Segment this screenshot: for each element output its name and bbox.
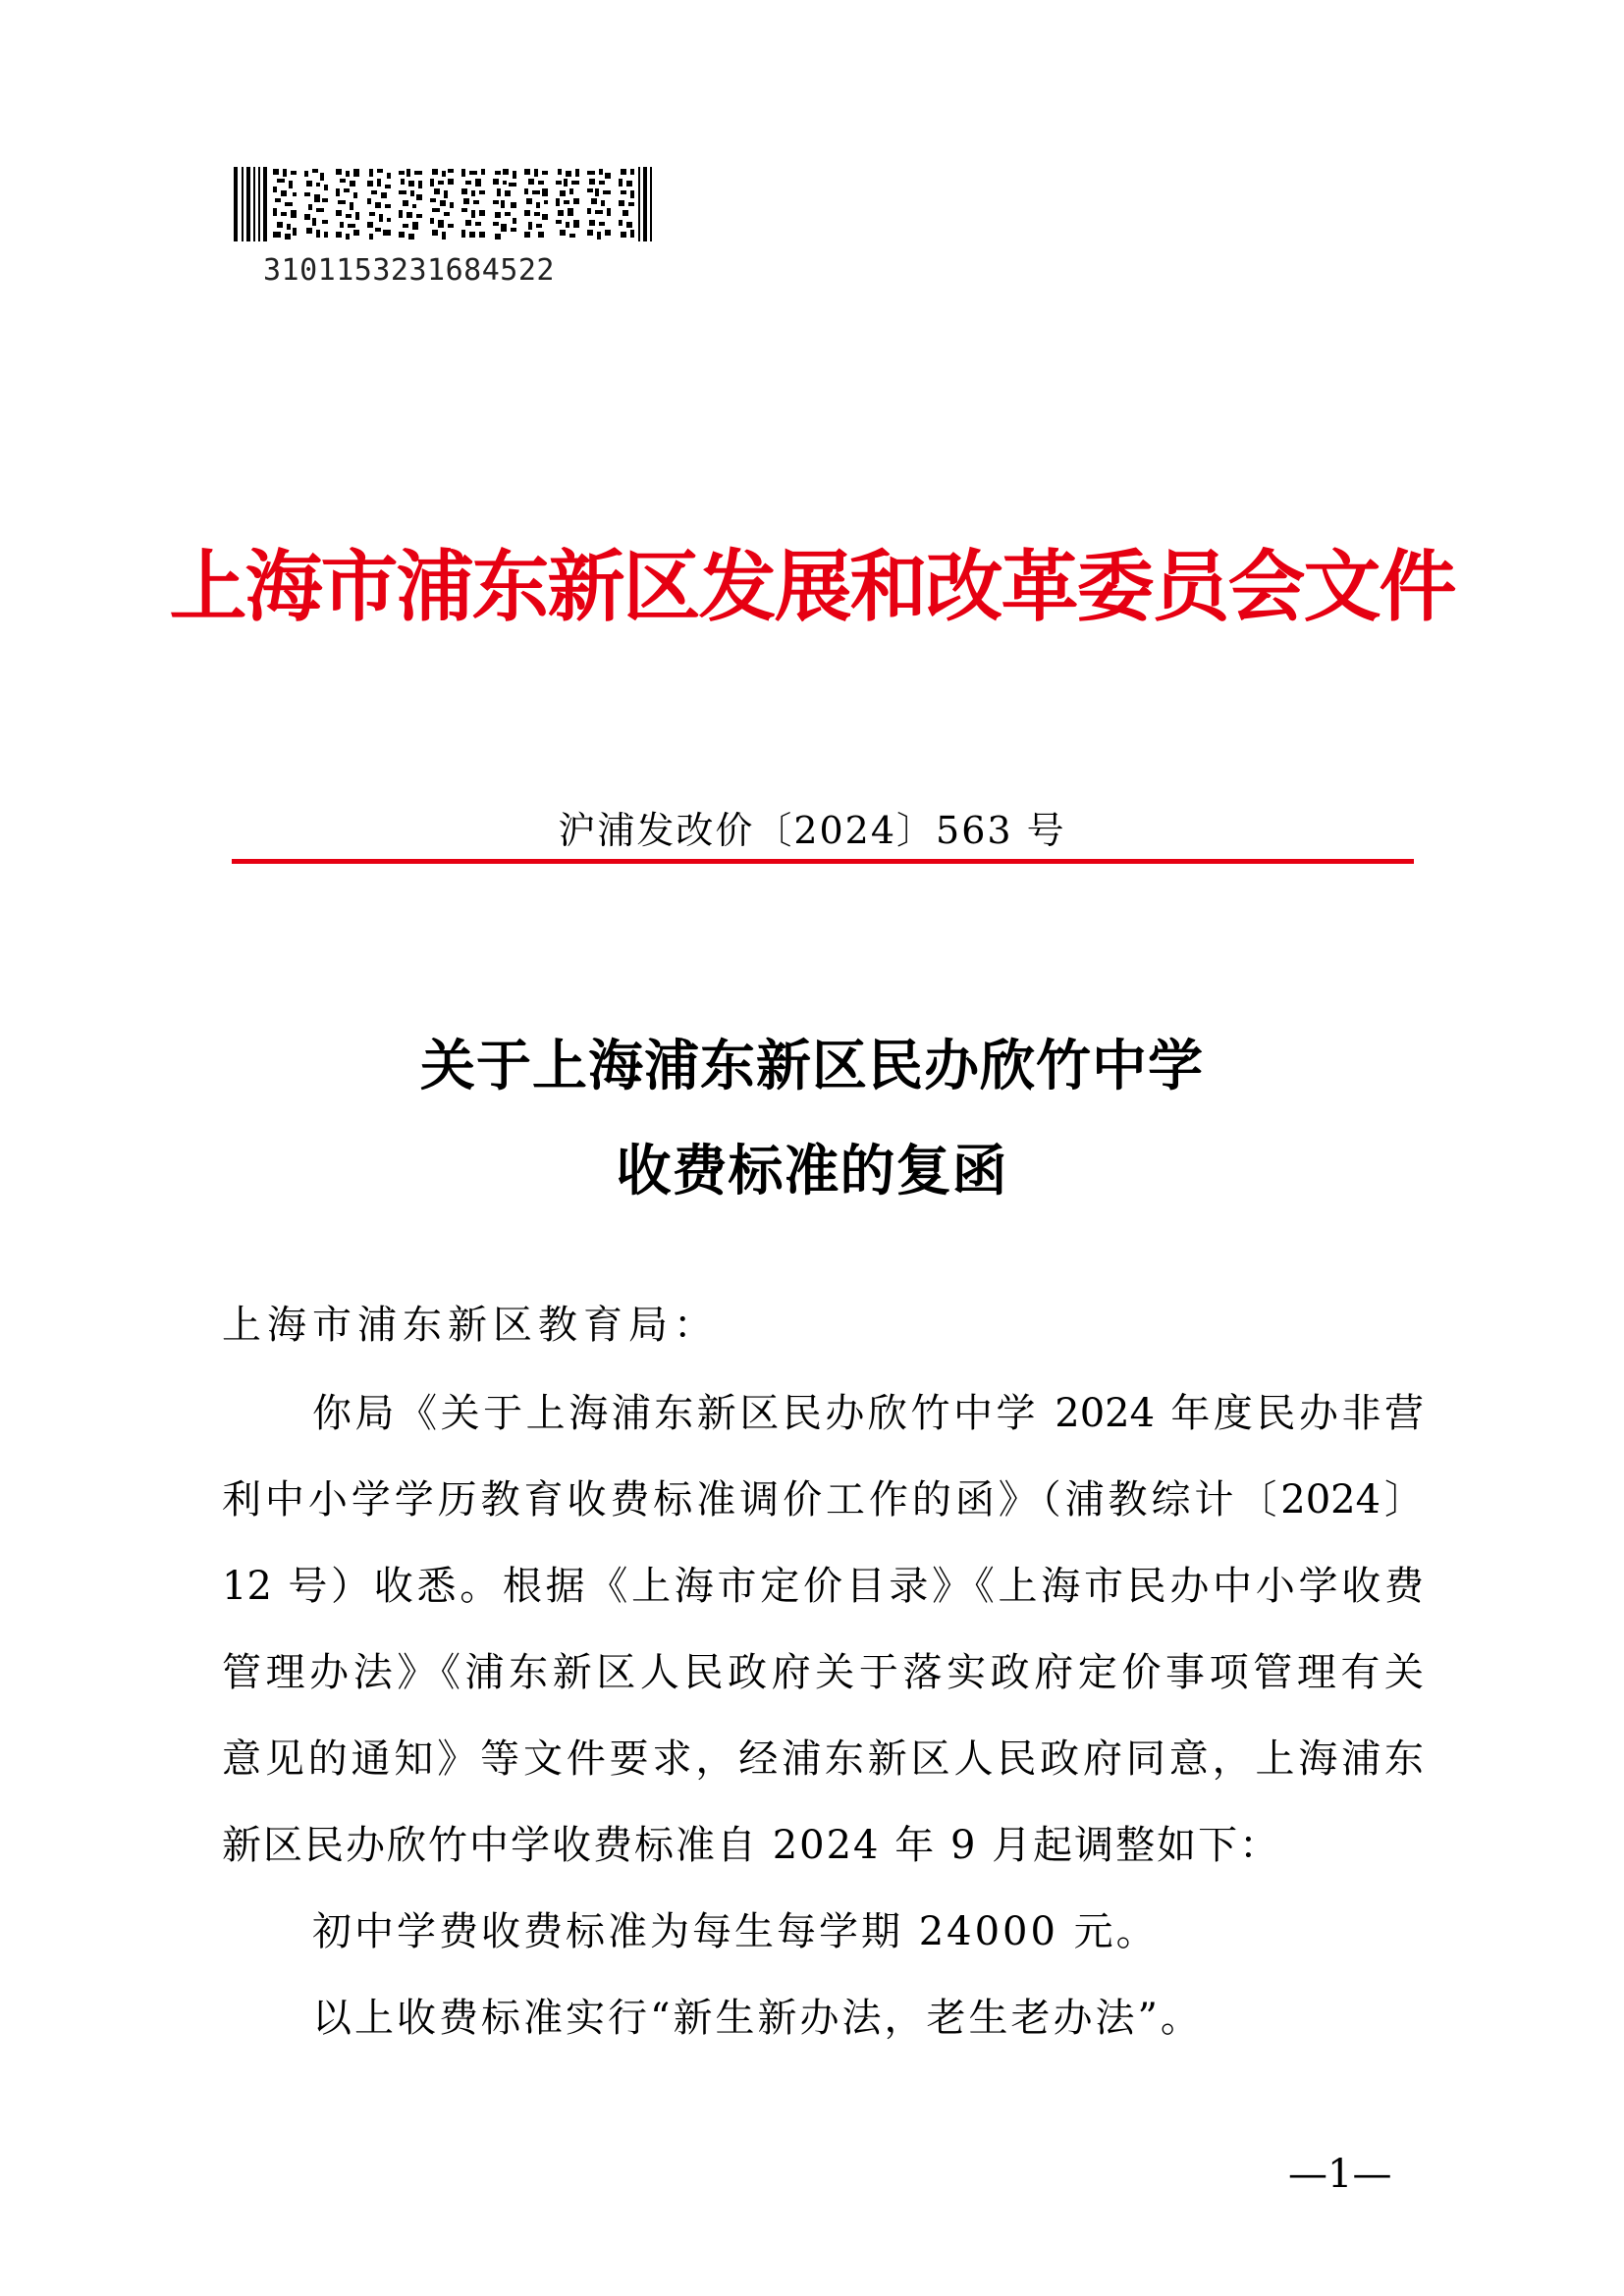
paragraph-line: 管理办法》《浦东新区人民政府关于落实政府定价事项管理有关 — [222, 1650, 1424, 1695]
document-title-line-2: 收费标准的复函 — [616, 1139, 1008, 1203]
barcode-graphic — [234, 167, 652, 241]
document-number: 沪浦发改价〔2024〕563 号 — [558, 809, 1066, 852]
paragraph-line: 你局《关于上海浦东新区民办欣竹中学 2024 年度民办非营 — [312, 1391, 1424, 1436]
paragraph-line: 利中小学学历教育收费标准调价工作的函》（浦教综计〔2024〕 — [222, 1477, 1424, 1522]
paragraph-line: 新区民办欣竹中学收费标准自 2024 年 9 月起调整如下： — [222, 1823, 1281, 1868]
barcode-number: 3101153231684522 — [263, 253, 555, 288]
barcode — [234, 167, 656, 241]
salutation: 上海市浦东新区教育局： — [222, 1303, 719, 1348]
fee-standard-line: 初中学费收费标准为每生每学期 24000 元。 — [312, 1909, 1159, 1954]
page-number: —1— — [1288, 2152, 1392, 2197]
paragraph-line: 12 号）收悉。根据《上海市定价目录》《上海市民办中小学收费 — [222, 1564, 1424, 1609]
document-title-line-1: 关于上海浦东新区民办欣竹中学 — [420, 1034, 1204, 1098]
policy-line: 以上收费标准实行“新生新办法，老生老办法”。 — [312, 1996, 1203, 2041]
issuer-heading: 上海市浦东新区发展和改革委员会文件 — [169, 541, 1455, 632]
paragraph-line: 意见的通知》等文件要求，经浦东新区人民政府同意，上海浦东 — [222, 1736, 1424, 1782]
red-divider — [232, 859, 1414, 864]
